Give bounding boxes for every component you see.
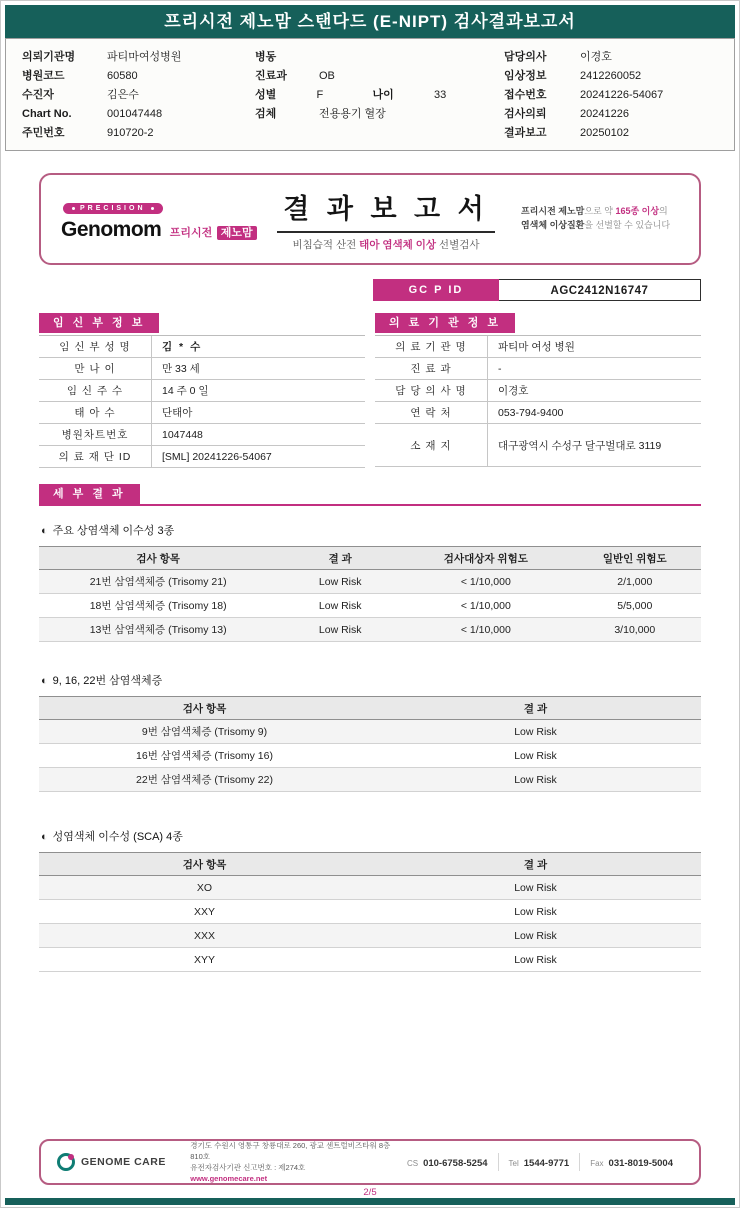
info-row <box>39 402 365 424</box>
patient-info-row <box>22 124 237 143</box>
field-label: 검체 <box>255 108 277 120</box>
table-cell: XXX <box>39 924 370 948</box>
precision-badge <box>63 203 163 214</box>
table-cell: Low Risk <box>370 720 701 744</box>
info-value: 053-794-9400 <box>487 402 701 423</box>
patient-info-col3 <box>490 48 734 150</box>
table-cell: Low Risk <box>277 594 403 618</box>
table-row <box>39 948 701 972</box>
contact-label: Tel <box>508 1159 519 1168</box>
patient-info-row <box>504 86 734 105</box>
note-text: 으로 약 <box>584 206 616 217</box>
table-cell: 16번 삼염색체증 (Trisomy 16) <box>39 744 370 768</box>
info-value: [SML] 20241226-54067 <box>151 446 365 467</box>
column-header: 검사 항목 <box>39 853 370 876</box>
field-value: 20250102 <box>580 127 629 139</box>
table-cell: Low Risk <box>370 744 701 768</box>
info-label: 의 료 재 단 ID <box>58 451 132 463</box>
info-row <box>39 358 365 380</box>
info-row <box>375 380 701 402</box>
table-cell: XO <box>39 876 370 900</box>
contact-label: Fax <box>590 1159 604 1168</box>
info-label: 임 신 부 성 명 <box>59 341 131 353</box>
patient-info-row <box>22 48 237 67</box>
info-label: 연 락 처 <box>410 407 452 419</box>
gcpid-label: GC P ID <box>373 279 499 301</box>
info-row <box>39 380 365 402</box>
footer-contacts <box>397 1153 683 1171</box>
brand-name-kr: 프리시전 <box>169 226 213 239</box>
info-label: 태 아 수 <box>74 407 116 419</box>
genomecare-logo-icon <box>57 1153 75 1171</box>
info-label: 만 나 이 <box>74 363 116 375</box>
patient-info-row <box>504 48 734 67</box>
contact-value: 1544-9771 <box>523 1158 570 1169</box>
column-header: 결 과 <box>370 697 701 720</box>
clinic-info-title: 의 료 기 관 정 보 <box>375 313 515 333</box>
brand-note-line2 <box>521 219 679 233</box>
info-label: 진 료 과 <box>410 363 452 375</box>
table-cell: 5/5,000 <box>569 594 701 618</box>
column-header: 검사 항목 <box>39 547 277 570</box>
patient-info-row <box>22 86 237 105</box>
field-value <box>319 48 375 67</box>
patient-info-row <box>255 105 490 124</box>
mother-info-table <box>39 335 365 468</box>
field-value: 파티마여성병원 <box>107 51 182 63</box>
gcpid-value: AGC2412N16747 <box>499 279 701 301</box>
table-cell: 18번 삼염색체증 (Trisomy 18) <box>39 594 277 618</box>
table-row <box>39 594 701 618</box>
info-row <box>375 424 701 467</box>
info-row <box>375 358 701 380</box>
info-value: 14 주 0 일 <box>151 380 365 401</box>
info-label: 의 료 기 관 명 <box>395 341 467 353</box>
table-cell: Low Risk <box>370 948 701 972</box>
patient-info-row <box>255 86 490 105</box>
field-label: 병동 <box>255 51 277 63</box>
clinic-info-table <box>375 335 701 467</box>
field-value: 2412260052 <box>580 70 642 82</box>
brand-note-line1 <box>521 205 679 219</box>
field-value: OB <box>319 70 335 82</box>
table-cell: 22번 삼염색체증 (Trisomy 22) <box>39 768 370 792</box>
field-value: 이경호 <box>580 51 612 63</box>
note-text: 을 선별할 수 있습니다 <box>584 220 671 230</box>
info-value: 만 33 세 <box>151 358 365 379</box>
table-cell: < 1/10,000 <box>403 594 569 618</box>
field-value: 001047448 <box>107 108 163 120</box>
section-heading-text: 9, 16, 22번 삼염색체증 <box>52 675 163 687</box>
tel-contact <box>498 1153 580 1171</box>
table-header-row <box>39 547 701 570</box>
table-row <box>39 570 701 594</box>
brand-note <box>521 205 679 233</box>
info-value: 이경호 <box>487 380 701 401</box>
clinic-info-section <box>375 313 701 468</box>
field-value: 20241226 <box>580 108 629 120</box>
table-cell: Low Risk <box>370 900 701 924</box>
autosome-results-table <box>39 546 701 642</box>
patient-info-row <box>22 67 237 86</box>
page-number: 2/5 <box>363 1187 377 1198</box>
report-brand-header <box>39 173 701 265</box>
info-label: 병원차트번호 <box>61 429 129 441</box>
column-header: 검사 항목 <box>39 697 370 720</box>
genomecare-logo-text: GENOME CARE <box>81 1156 166 1168</box>
table-cell: Low Risk <box>370 768 701 792</box>
note-text: 의 <box>659 206 668 217</box>
info-value: 단태아 <box>151 402 365 423</box>
field-label: 수진자 <box>22 89 54 101</box>
column-header: 결 과 <box>370 853 701 876</box>
field-value: 33 <box>434 89 447 101</box>
table-cell: < 1/10,000 <box>403 570 569 594</box>
gcpid-row <box>39 279 701 301</box>
info-label: 담 당 의 사 명 <box>395 385 467 397</box>
table-header-row <box>39 853 701 876</box>
dot-icon <box>68 1154 74 1160</box>
field-value: 김은수 <box>107 89 139 101</box>
dot-icon <box>151 207 154 210</box>
field-value: 60580 <box>107 70 138 82</box>
note-emphasis: 염색체 이상질환 <box>520 220 585 230</box>
half-circle-icon: ◐ <box>41 831 48 843</box>
info-value: 대구광역시 수성구 달구벌대로 3119 <box>487 424 701 466</box>
brand-name-kr-badge: 제노맘 <box>217 226 257 240</box>
info-value: 파티마 여성 병원 <box>487 336 701 357</box>
table-row <box>39 876 701 900</box>
table-cell: 13번 삼염색체증 (Trisomy 13) <box>39 618 277 642</box>
contact-value: 031-8019-5004 <box>608 1158 673 1169</box>
table-cell: Low Risk <box>277 618 403 642</box>
table-cell: 9번 삼염색체증 (Trisomy 9) <box>39 720 370 744</box>
info-value: - <box>487 358 701 379</box>
section1-heading <box>41 522 701 538</box>
table-cell: Low Risk <box>277 570 403 594</box>
subtitle-highlight: 태아 염색체 이상 <box>359 238 437 251</box>
half-circle-icon: ◐ <box>41 525 48 537</box>
patient-info-row <box>504 67 734 86</box>
field-label: 검사의뢰 <box>504 108 547 120</box>
info-label: 임 신 주 수 <box>66 385 124 397</box>
footer <box>39 1139 701 1185</box>
sca-results-table <box>39 852 701 972</box>
column-header: 일반인 위험도 <box>569 547 701 570</box>
note-brand: 프리시전 제노맘 <box>520 206 585 217</box>
table-row <box>39 768 701 792</box>
cs-contact <box>397 1153 498 1171</box>
dot-icon <box>72 207 75 210</box>
info-tables <box>39 313 701 468</box>
table-cell: 2/1,000 <box>569 570 701 594</box>
patient-info-col1 <box>6 48 237 150</box>
table-cell: 3/10,000 <box>569 618 701 642</box>
mother-info-title: 임 신 부 정 보 <box>39 313 159 333</box>
column-header: 결 과 <box>277 547 403 570</box>
website-link[interactable]: www.genomecare.net <box>190 1174 268 1184</box>
address-line2: 유전자검사기관 신고번호 : 제274호 <box>190 1163 306 1172</box>
info-row <box>39 424 365 446</box>
brand-name-line <box>61 218 251 242</box>
trisomy-results-table <box>39 696 701 792</box>
field-label: 병원코드 <box>22 70 65 82</box>
table-row <box>39 744 701 768</box>
field-label: 결과보고 <box>504 127 547 139</box>
table-cell: XXY <box>39 900 370 924</box>
field-label: Chart No. <box>22 108 72 120</box>
table-header-row <box>39 697 701 720</box>
info-value: 1047448 <box>151 424 365 445</box>
subtitle-text: 비침습적 산전 <box>292 238 360 251</box>
field-value: 전용용기 혈장 <box>319 108 386 120</box>
brand-name: Genomom <box>61 217 162 241</box>
column-header: 검사대상자 위험도 <box>403 547 569 570</box>
details-title: 세 부 결 과 <box>39 484 140 504</box>
patient-info-row <box>22 105 237 124</box>
report-body <box>39 173 701 972</box>
report-title: 결 과 보 고 서 <box>277 187 494 233</box>
section-heading-text: 성염색체 이수성 (SCA) 4종 <box>52 831 183 843</box>
table-row <box>39 720 701 744</box>
info-value: 김 * 수 <box>151 336 365 357</box>
patient-info-header <box>5 38 735 151</box>
patient-info-row <box>504 124 734 143</box>
section-heading-text: 주요 상염색체 이수성 3종 <box>52 525 175 537</box>
field-value: 20241226-54067 <box>580 89 664 101</box>
field-label: 담당의사 <box>504 51 547 63</box>
info-row <box>39 336 365 358</box>
mother-info-section <box>39 313 365 468</box>
field-label: 접수번호 <box>504 89 547 101</box>
details-section-header <box>39 484 701 506</box>
address-line1: 경기도 수원시 영통구 창룡대로 260, 광교 센트럴비즈타워 8층 810호 <box>190 1140 391 1161</box>
genomecare-logo <box>57 1153 176 1171</box>
table-cell: XYY <box>39 948 370 972</box>
patient-info-row <box>504 105 734 124</box>
field-label: 나이 <box>372 89 394 101</box>
field-label: 의뢰기관명 <box>22 51 76 63</box>
patient-info-row <box>255 67 490 86</box>
table-cell: Low Risk <box>370 924 701 948</box>
info-row <box>39 446 365 468</box>
table-row <box>39 618 701 642</box>
report-title-block <box>277 187 494 252</box>
field-label: 임상정보 <box>504 70 547 82</box>
field-label: 주민번호 <box>22 127 65 139</box>
genomom-logo <box>61 197 251 242</box>
subtitle-text: 선별검사 <box>436 238 480 251</box>
section3-heading <box>41 828 701 844</box>
precision-label: PRECISION <box>80 204 146 212</box>
table-cell: Low Risk <box>370 876 701 900</box>
contact-value: 010-6758-5254 <box>423 1158 488 1169</box>
field-label: 성별 <box>255 89 277 101</box>
info-row <box>375 336 701 358</box>
patient-info-row <box>255 48 490 67</box>
section2-heading <box>41 672 701 688</box>
table-cell: 21번 삼염색체증 (Trisomy 21) <box>39 570 277 594</box>
footer-address <box>190 1140 397 1185</box>
info-label: 소 재 지 <box>410 439 452 452</box>
note-highlight: 165종 이상 <box>615 206 660 217</box>
contact-label: CS <box>406 1159 419 1168</box>
table-cell: < 1/10,000 <box>403 618 569 642</box>
field-value: F <box>316 89 324 101</box>
field-label: 진료과 <box>255 70 287 82</box>
half-circle-icon: ◐ <box>41 675 48 687</box>
patient-info-col2 <box>237 48 490 150</box>
info-row <box>375 402 701 424</box>
field-value: 910720-2 <box>107 127 154 139</box>
bottom-accent-bar <box>5 1198 735 1205</box>
table-row <box>39 900 701 924</box>
page-title: 프리시전 제노맘 스탠다드 (E-NIPT) 검사결과보고서 <box>5 5 735 38</box>
table-row <box>39 924 701 948</box>
report-subtitle <box>277 237 494 252</box>
fax-contact <box>579 1153 683 1171</box>
